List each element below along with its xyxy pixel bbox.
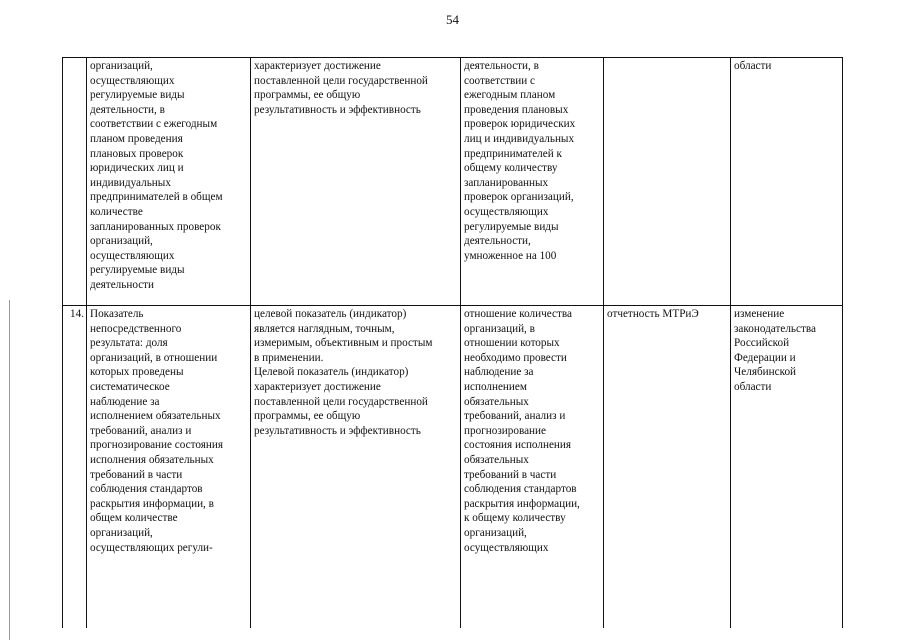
justification-paragraph-2: Целевой показатель (индикатор) характеризует достижение поставленной цели государственной программы, ее общую результативность и эффективность (254, 366, 428, 437)
scan-edge-line (9, 300, 10, 640)
indicator-name-cell (87, 306, 251, 629)
row-number-cell (63, 58, 87, 306)
data-source-cell (604, 306, 731, 629)
indicator-table (62, 57, 843, 628)
justification-cell (251, 58, 461, 306)
risk-factors-text: области (734, 60, 772, 72)
justification-text: характеризует достижение поставленной цели государственной программы, ее общую результативность и эффективность (254, 60, 428, 116)
data-source-cell (604, 58, 731, 306)
indicator-name-text: Показатель непосредственного результата: доля организаций, в отношении которых проведены систематическое наблюдение за исполнением обязательных требований, анализ и прогнозирование состояния исполнения обязательных требований в части соблюдения стандартов раскрытия информации, в общем количестве организаций, осуществляющих регули- (90, 308, 223, 554)
indicator-name-cell (87, 58, 251, 306)
calculation-method-cell (461, 58, 604, 306)
data-source-text: отчетность МТРиЭ (607, 308, 699, 320)
justification-paragraph-1: целевой показатель (индикатор) является наглядным, точным, измеримым, объективным и простым в применении. (254, 308, 433, 364)
risk-factors-text: изменение законодательства Российской Федерации и Челябинской области (734, 308, 816, 393)
risk-factors-cell (731, 306, 843, 629)
calculation-method-text: деятельности, в соответствии с ежегодным планом проведения плановых проверок юридических лиц и индивидуальных предпринимателей к общему количеству запланированных проверок организаций, осуществляющих регулируемые виды деятельности, умноженное на 100 (464, 60, 576, 262)
justification-cell (251, 306, 461, 629)
calculation-method-text: отношение количества организаций, в отношении которых необходимо провести наблюдение за исполнением обязательных требований, анализ и прогнозирование состояния исполнения обязательных требований в части соблюдения стандартов раскрытия информации, к общему количеству организаций, осуществляющих (464, 308, 580, 554)
calculation-method-cell (461, 306, 604, 629)
risk-factors-cell (731, 58, 843, 306)
page-number: 54 (446, 12, 459, 27)
table-row (63, 58, 843, 306)
table-row (63, 306, 843, 629)
row-number-cell: 14. (63, 306, 87, 629)
indicator-name-text: организаций, осуществляющих регулируемые виды деятельности, в соответствии с ежегодным планом проведения плановых проверок юридических лиц и индивидуальных предпринимателей в общем количестве запланированных проверок организаций, осуществляющих регулируемые виды деятельности (90, 60, 223, 291)
